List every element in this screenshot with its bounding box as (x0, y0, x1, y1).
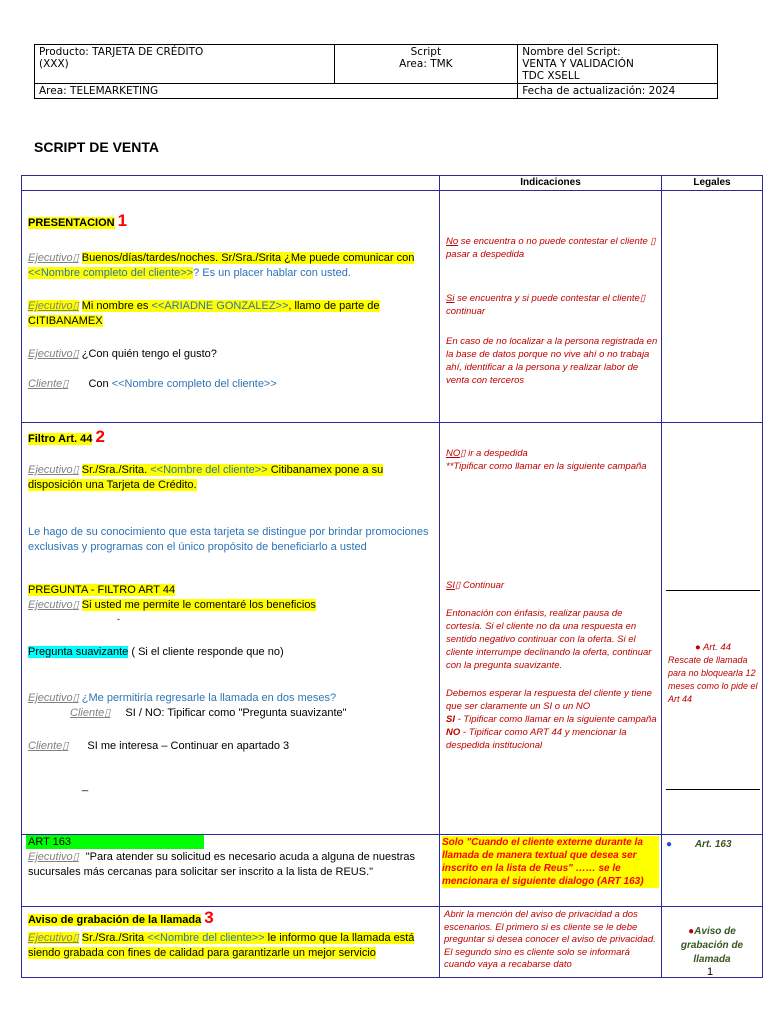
nombre-script-line2: TDC XSELL (522, 70, 580, 82)
presentacion-script: PRESENTACION 1 Ejecutivo▯ Buenos/días/tardes/noches. Sr/Sra./Srita ¿Me puede comunicar con <<Nombre completo del cliente>>? Es un placer hablar con usted. Ejecutivo▯ Mi nombre es <<ARIADNE GONZALEZ>>, llamo de parte de CITIBANAMEX Ejecutivo▯ ¿Con quién tengo el gusto? Cliente▯ Con <<Nombre completo del cliente>> (22, 191, 440, 423)
agent-name: <<ARIADNE GONZALEZ>> (151, 300, 289, 312)
presentacion-line4: Con (88, 378, 112, 390)
aviso-line1-end: le informo que la llamada está siendo grabada con fines de calidad para garantizarle un mejor servicio (28, 932, 415, 959)
ind-no-text: se encuentra o no puede contestar el cliente (458, 236, 651, 247)
legal-aviso-title: Aviso de grabación de llamada (680, 926, 744, 965)
presentacion-legales (662, 191, 763, 423)
cliente-placeholder: <<Nombre del cliente>> (150, 464, 268, 476)
cliente-placeholder: <<Nombre del cliente>> (147, 932, 265, 944)
ind-no-end: pasar a despedida (446, 249, 525, 260)
area-telemarketing: Area: TELEMARKETING (35, 84, 518, 99)
nombre-script-line1: VENTA Y VALIDACIÓN (522, 58, 634, 70)
art163-legales (662, 835, 763, 907)
ejecutivo-label: Ejecutivo (28, 599, 73, 611)
ind-no-tipificar: - Tipificar como ART 44 y mencionar la despedida institucional (446, 727, 627, 751)
col-indicaciones: Indicaciones (440, 176, 662, 191)
filtro-indicaciones: NO▯ ir a despedida **Tipificar como llamar en la siguiente campaña SI▯ Continuar Entonación con énfasis, realizar pausa de cortesía. Si el cliente no da una respuesta en sentido negativo continuar con la oferta. Si el cliente interrumpe declinando la oferta, continuar con la pregunta suavizante. Debemos esperar la respuesta del cliente y tiene que ser claramente un SI o un NO SI - Tipificar como llamar en la siguiente campaña NO - Tipificar como ART 44 y mencionar la despedida institucional (440, 423, 662, 835)
presentacion-line3: ¿Con quién tengo el gusto? (81, 348, 217, 360)
ind-tipificar: **Tipificar como llamar en la siguiente campaña (446, 461, 647, 472)
ind-si-tipificar: - Tipificar como llamar en la siguiente campaña (454, 714, 657, 725)
col-script (22, 176, 440, 191)
art163-text: "Para atender su solicitud es necesario acuda a alguna de nuestras sucursales más cercanas para solicitar ser inscrito a la lista de REUS." (28, 851, 415, 878)
ind-si: SI (446, 580, 455, 591)
ejecutivo-label: Ejecutivo (28, 692, 73, 704)
nombre-script-cell (518, 45, 718, 84)
ejecutivo-label: Ejecutivo (28, 348, 73, 360)
producto-cell (35, 45, 335, 84)
aviso-heading: Aviso de grabación de la llamada (28, 914, 202, 926)
cliente-placeholder: <<Nombre completo del cliente>> (28, 267, 194, 279)
col-legales: Legales (662, 176, 763, 191)
legal-divider-bottom (666, 789, 760, 790)
ind-no-bold: NO (446, 727, 461, 738)
filtro-conocimiento: Le hago de su conocimiento que esta tarjeta se distingue por brindar promociones exclusivas y programas con el único propósito de beneficiarlo a usted (28, 526, 429, 553)
presentacion-line1-end: ? Es un placer hablar con usted. (193, 267, 351, 279)
filtro-regresar-llamada: ¿Me permitiría regresarle la llamada en dos meses? (81, 692, 337, 704)
ind-si: Si (446, 293, 455, 304)
presentacion-heading: PRESENTACION (28, 217, 115, 229)
presentacion-line1: Buenos/días/tardes/noches. Sr/Sra./Srita ¿Me puede comunicar con (81, 252, 415, 264)
cliente-label: Cliente (28, 378, 63, 390)
filtro-heading: Filtro Art. 44 (28, 433, 93, 445)
ind-entonacion: Entonación con énfasis, realizar pausa de cortesía. Si el cliente no da una respuesta en sentido negativo continuar con la oferta. Si el cliente interrumpe declinando la oferta, continuar con la pregunta suavizante. (446, 608, 652, 671)
filtro-beneficios: Si usted me permite le comentaré los beneficios (81, 599, 316, 611)
filtro-si-interesa: SI me interesa – Continuar en apartado 3 (87, 740, 290, 752)
ind-si-end: continuar (446, 306, 486, 317)
filtro-si-no: SI / NO: Tipificar como "Pregunta suavizante" (125, 707, 347, 719)
bank-name: CITIBANAMEX (28, 315, 103, 327)
pregunta-suavizante-note: ( Si el cliente responde que no) (128, 646, 284, 658)
area-tmk: Area: TMK (399, 58, 453, 70)
aviso-number: 3 (204, 908, 214, 927)
filtro-line1-end: Citibanamex pone a su disposición una Tarjeta de Crédito. (28, 464, 384, 491)
legal-art44-title: Art. 44 (703, 642, 732, 653)
filtro-legales (662, 423, 763, 835)
ind-esperar-respuesta: Debemos esperar la respuesta del cliente y tiene que ser claramente un SI o un NO (446, 688, 652, 712)
ind-si-text: se encuentra y si puede contestar el cliente (454, 293, 640, 304)
ejecutivo-label: Ejecutivo (28, 932, 73, 944)
legal-bullet: ● (666, 839, 673, 850)
filtro-underscore: _ (82, 780, 89, 792)
ind-art163: Solo "Cuando el cliente externe durante la llamada de manera textual que desea ser inscrito en la lista de Reus" …… se le mencionara el siguiente dialogo (ART 163) (442, 836, 659, 888)
ind-no: No (446, 236, 459, 247)
ind-no: NO (446, 448, 461, 459)
producto-line2: (XXX) (39, 58, 69, 70)
ejecutivo-label: Ejecutivo (28, 252, 73, 264)
ejecutivo-label: Ejecutivo (28, 464, 73, 476)
ind-si-text: Continuar (460, 580, 505, 591)
header-table (34, 44, 718, 99)
ejecutivo-label: Ejecutivo (28, 300, 73, 312)
aviso-indicaciones (440, 907, 662, 978)
script-cell (334, 45, 518, 84)
legal-divider-top (666, 590, 760, 591)
ind-no-text: ir a despedida (465, 448, 528, 459)
ind-no-localizar: En caso de no localizar a la persona registrada en la base de datos porque no vive ahí o no trabaja ahí, identificar a la persona y realizar labor de venta con terceros (446, 336, 658, 386)
filtro-line1: Sr./Sra./Srita. (81, 464, 151, 476)
cliente-placeholder-2: <<Nombre completo del cliente>> (111, 378, 277, 390)
legal-bullet: ● (694, 642, 701, 653)
page-number: 1 (707, 966, 714, 978)
filtro-dash: - (117, 614, 120, 624)
legal-art163-title: Art. 163 (694, 839, 732, 850)
fecha-actualizacion: Fecha de actualización: 2024 (518, 84, 718, 99)
legal-bullet: ● (688, 926, 695, 937)
art163-indicaciones (440, 835, 662, 907)
script-table (21, 175, 763, 978)
presentacion-indicaciones: No se encuentra o no puede contestar el cliente ▯ pasar a despedida Si se encuentra y si puede contestar el cliente▯ continuar En caso de no localizar a la persona registrada en la base de datos porque no vive ahí o no trabaja ahí, identificar a la persona y realizar labor de venta con terceros (440, 191, 662, 423)
nombre-script-label: Nombre del Script: (522, 46, 621, 58)
cliente-label: Cliente (70, 707, 105, 719)
art163-heading: ART 163 (26, 835, 204, 849)
filtro-number: 2 (95, 427, 105, 446)
aviso-script: Aviso de grabación de la llamada 3 Ejecutivo▯ Sr./Sra./Srita <<Nombre del cliente>> le informo que la llamada está siendo grabada con fines de calidad para garantizarle un mejor servicio (22, 907, 440, 978)
presentacion-line2-end: , llamo de parte de (288, 300, 380, 312)
script-label: Script (410, 46, 442, 58)
cliente-label: Cliente (28, 740, 63, 752)
ind-aviso-privacidad: Abrir la mención del aviso de privacidad a dos escenarios. El primero si es cliente se le debe preguntar si desea conocer el aviso de privacidad. El segundo sino es cliente solo se informará cuando vaya a recabarse dato (444, 909, 656, 970)
producto-line1: Producto: TARJETA DE CRÉDITO (39, 46, 204, 58)
presentacion-line2: Mi nombre es (81, 300, 152, 312)
ejecutivo-label: Ejecutivo (28, 851, 73, 863)
presentacion-number: 1 (117, 211, 128, 230)
art163-script: ART 163 Ejecutivo▯ "Para atender su solicitud es necesario acuda a alguna de nuestras sucursales más cercanas para solicitar ser inscrito a la lista de REUS." (22, 835, 440, 907)
ind-si-bold: SI (446, 714, 455, 725)
filtro-script: Filtro Art. 44 2 Ejecutivo▯ Sr./Sra./Srita. <<Nombre del cliente>> Citibanamex pone a su disposición una Tarjeta de Crédito. Le hago de su conocimiento que esta tarjeta se distingue por brindar promociones exclusivas y programas con el único propósito de beneficiarlo a usted PREGUNTA - FILTRO ART 44 Ejecutivo▯ Si usted me permite le comentaré los beneficios - Pregunta suavizante ( Si el cliente responde que no) Ejecutivo▯ ¿Me permitiría regresarle la llamada en dos meses? Cliente▯ SI / NO: Tipificar como "Pregunta suavizante" Cliente▯ SI me interesa – Continuar en apartado 3 _ (22, 423, 440, 835)
pregunta-suavizante: Pregunta suavizante (28, 646, 129, 658)
filtro-pregunta: PREGUNTA - FILTRO ART 44 (28, 584, 176, 596)
aviso-line1: Sr./Sra./Srita (81, 932, 148, 944)
legal-art44-text: Rescate de llamada para no bloquearla 12 meses como lo pide el Art 44 (668, 655, 758, 704)
page-title: SCRIPT DE VENTA (34, 139, 159, 155)
